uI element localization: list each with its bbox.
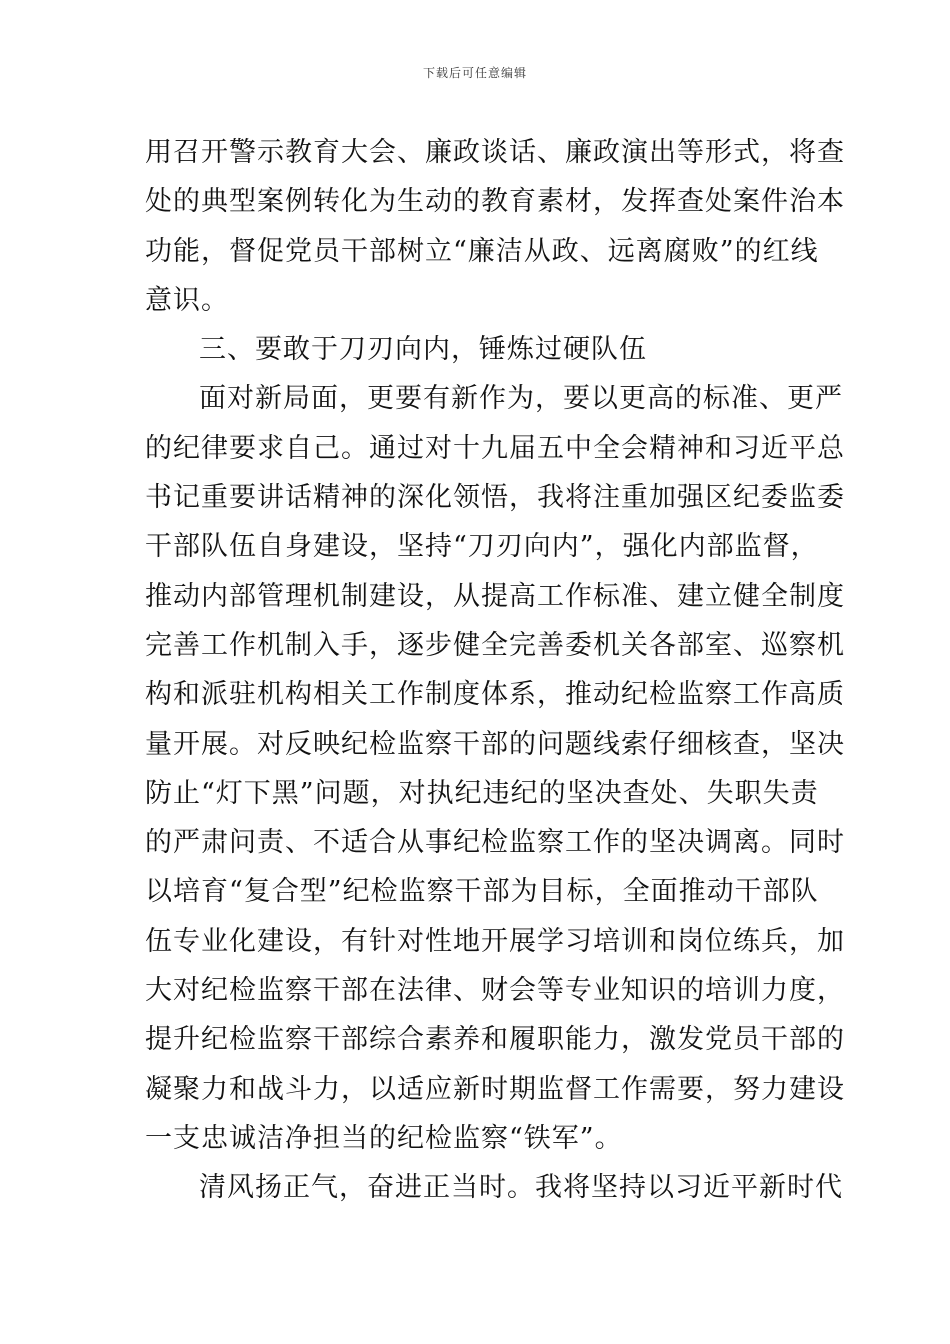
text-line: 推动内部管理机制建设，从提高工作标准、建立健全制度 [145, 580, 845, 612]
text-line: 大对纪检监察干部在法律、财会等专业知识的培训力度， [145, 975, 845, 1007]
text-line: 提升纪检监察干部综合素养和履职能力，激发党员干部的 [145, 1024, 845, 1056]
text-line: 以培育“复合型”纪检监察干部为目标，全面推动干部队 [145, 876, 819, 908]
text-line: 完善工作机制入手，逐步健全完善委机关各部室、巡察机 [145, 629, 845, 661]
text-line: 意识。 [145, 284, 229, 316]
text-line: 防止“灯下黑”问题，对执纪违纪的坚决查处、失职失责 [145, 777, 819, 809]
section-heading: 三、要敢于刀刃向内，锤炼过硬队伍 [199, 334, 647, 366]
download-note: 下载后可任意编辑 [422, 66, 527, 80]
text-line: 功能，督促党员干部树立“廉洁从政、远离腐败”的红线 [145, 235, 819, 267]
text-line: 一支忠诚洁净担当的纪检监察“铁军”。 [145, 1122, 623, 1154]
text-line: 处的典型案例转化为生动的教育素材，发挥查处案件治本 [145, 186, 845, 218]
text-line: 面对新局面，更要有新作为，要以更高的标准、更严 [199, 383, 843, 415]
text-line: 的纪律要求自己。通过对十九届五中全会精神和习近平总 [145, 432, 845, 464]
text-line: 凝聚力和战斗力，以适应新时期监督工作需要，努力建设 [145, 1073, 845, 1105]
document-body [145, 128, 845, 1213]
text-line: 用召开警示教育大会、廉政谈话、廉政演出等形式，将查 [145, 137, 845, 168]
text-line: 伍专业化建设，有针对性地开展学习培训和岗位练兵，加 [145, 925, 845, 957]
text-line: 量开展。对反映纪检监察干部的问题线索仔细核查，坚决 [145, 728, 845, 760]
text-line: 清风扬正气，奋进正当时。我将坚持以习近平新时代 [199, 1172, 843, 1204]
text-line: 干部队伍自身建设，坚持“刀刃向内”，强化内部监督， [145, 531, 819, 563]
text-line: 的严肃问责、不适合从事纪检监察工作的坚决调离。同时 [145, 827, 845, 859]
text-line: 书记重要讲话精神的深化领悟，我将注重加强区纪委监委 [145, 482, 845, 514]
text-line: 构和派驻机构相关工作制度体系，推动纪检监察工作高质 [145, 679, 845, 711]
